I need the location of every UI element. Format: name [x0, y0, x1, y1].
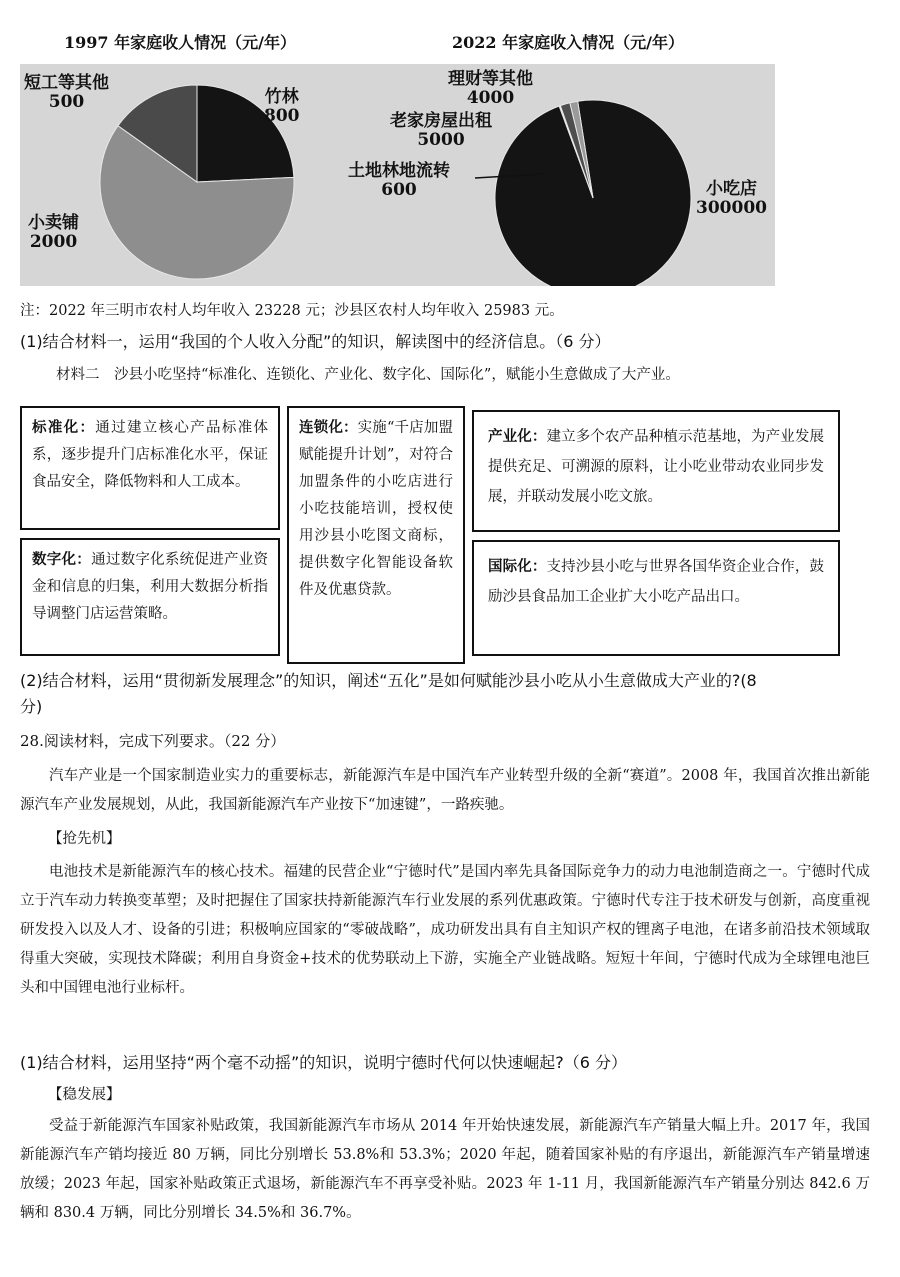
question-28-heading: 28.阅读材料，完成下列要求。（22 分） [20, 732, 286, 750]
section-head-wenfazhan: 【稳发展】 [48, 1087, 121, 1103]
label-zhulin: 竹林 800 [264, 87, 300, 126]
box-digitalization: 数字化：通过数字化系统促进产业资金和信息的归集，利用大数据分析指导调整门店运营策略。 [20, 538, 280, 656]
chart-note: 注：2022 年三明市农村人均年收入 23228 元；沙县区农村人均年收入 25983 元。 [20, 303, 564, 319]
chart-title-2022: 2022 年家庭收入情况（元/年） [452, 33, 684, 52]
box-chain: 连锁化：实施“千店加盟赋能提升计划”，对符合加盟条件的小吃店进行小吃技能培训，授权使用沙县小吃图文商标，提供数字化智能设备软件及优惠贷款。 [287, 406, 465, 664]
box-standardization: 标准化：通过建立核心产品标准体系，逐步提升门店标准化水平，保证食品安全，降低物料和人工成本。 [20, 406, 280, 530]
box-internationalization: 国际化：支持沙县小吃与世界各国华资企业合作，鼓励沙县食品加工企业扩大小吃产品出口。 [472, 540, 840, 656]
question-1: (1)结合材料一，运用“我国的个人收入分配”的知识，解读图中的经济信息。（6 分） [20, 332, 611, 351]
question-2: (2)结合材料，运用“贯彻新发展理念”的知识，阐述“五化”是如何赋能沙县小吃从小生意做成大产业的?(8 [20, 671, 757, 690]
paragraph-intro: 汽车产业是一个国家制造业实力的重要标志，新能源汽车是中国汽车产业转型升级的全新“赛道”。2008 年，我国首次推出新能源汽车产业发展规划，从此，我国新能源汽车产业按下“加速键”，一路疾驰。 [20, 768, 870, 813]
paragraph-battery: 电池技术是新能源汽车的核心技术。福建的民营企业“宁德时代”是国内率先具备国际竞争力的动力电池制造商之一。宁德时代成立于汽车动力转换变革塑；及时把握住了国家扶持新能源汽车行业发展的系列优惠政策。宁德时代专注于技术研发与创新，高度重视研发投入以及人才、设备的引进；积极响应国家的“零破战略”，成功研发出具有自主知识产权的锂离子电池，在诸多前沿技术领域取得重大突破，实现技术降碳；利用自身资金+技术的优势联动上下游，实施全产业链战略。短短十年间，宁德时代成为全球锂电池巨头和中国锂电池行业标杆。 [20, 864, 870, 996]
question-28-1: (1)结合材料，运用坚持“两个毫不动摇”的知识，说明宁德时代何以快速崛起?（6 分） [20, 1053, 628, 1072]
label-tudi: 土地林地流转 600 [348, 161, 450, 200]
section-head-qiangxianji: 【抢先机】 [48, 831, 121, 847]
question-2-cont: 分) [20, 697, 43, 716]
material-2-intro: 材料二 沙县小吃坚持“标准化、连锁化、产业化、数字化、国际化”，赋能小生意做成了大产业。 [56, 367, 680, 383]
label-xiaomai: 小卖铺 2000 [28, 213, 79, 252]
paragraph-subsidy: 受益于新能源汽车国家补贴政策，我国新能源汽车市场从 2014 年开始快速发展，新能源汽车产销量大幅上升。2017 年，我国新能源汽车产销均接近 80 万辆，同比分别增长 53.8%和 53.3%；2020 年起，随着国家补贴的有序退出，新能源汽车产销量增速放缓；2023 年起，国家补贴政策正式退场，新能源汽车不再享受补贴。2023 年 1-11 月，我国新能源汽车产销量分别达 842.6 万辆和 830.4 万辆，同比分别增长 34.5%和 36.7%。 [20, 1118, 870, 1221]
label-fangwu: 老家房屋出租 5000 [390, 111, 492, 150]
label-xiaochi: 小吃店 300000 [696, 179, 767, 218]
box-industrialization: 产业化：建立多个农产品种植示范基地，为产业发展提供充足、可溯源的原料，让小吃业带动农业同步发展，并联动发展小吃文旅。 [472, 410, 840, 532]
chart-title-1997: 1997 年家庭收人情况（元/年） [64, 33, 296, 52]
label-duangong: 短工等其他 500 [24, 73, 109, 112]
label-licai: 理财等其他 4000 [448, 69, 533, 108]
pie-slice-1-0 [495, 100, 691, 286]
pie-charts-panel [20, 64, 775, 286]
